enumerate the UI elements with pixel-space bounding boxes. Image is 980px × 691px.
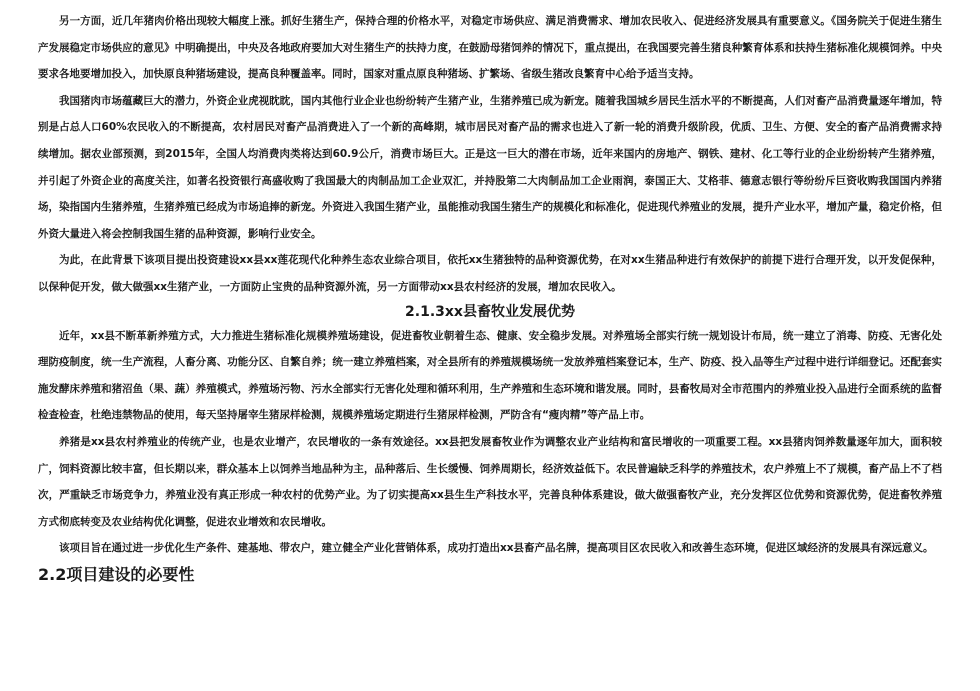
paragraph-pork-price: 另一方面，近几年猪肉价格出现较大幅度上涨。抓好生猪生产，保持合理的价格水平，对稳定市场供应、满足消费需求、增加农民收入、促进经济发展具有重要意义。《国务院关于促进生猪生产发展稳定市场供应的意见》中明确提出，中央及各地政府要加大对生猪生产的扶持力度，在鼓励母猪饲养的情况下，重点提出，在我国要完善生猪良种繁育体系和扶持生猪标准化规模饲养。中央要求各地要增加投入，加快原良种猪场建设，提高良种覆盖率。同时，国家对重点原良种猪场、扩繁场、省级生猪改良繁育中心给予适当支持。 [38, 15, 942, 81]
paragraph-traditional-industry: 养猪是xx县农村养殖业的传统产业，也是农业增产，农民增收的一条有效途径。xx县把发展畜牧业作为调整农业产业结构和富民增收的一项重要工程。xx县猪肉饲养数量逐年加大，面积较广，饲料资源比较丰富，但长期以来，群众基本上以饲养当地品种为主，品种落后、生长缓慢、饲养周期长，经济效益低下。农民普遍缺乏科学的养殖技术，农户养殖上不了规模，畜产品上不了档次，严重缺乏市场竞争力，养殖业没有真正形成一种农村的优势产业。为了切实提高xx县生生产科技水平，完善良种体系建设，做大做强畜牧产业，充分发挥区位优势和资源优势，促进畜牧养殖方式彻底转变及农业结构优化调整，促进农业增效和农民增收。 [38, 435, 942, 528]
paragraph-breeding-reform: 近年，xx县不断革新养殖方式，大力推进生猪标准化规模养殖场建设，促进畜牧业朝着生态、健康、安全稳步发展。对养殖场全部实行统一规划设计布局，统一建立了消毒、防疫、无害化处理防疫制度，统一生产流程，人畜分离、功能分区、自繁自养；统一建立养殖档案，对全县所有的养殖规模场统一发放养殖档案登记本，生产、防疫、投入品等生产过程中进行详细登记。还配套实施发酵床养殖和猪沼鱼（果、蔬）养殖模式，养殖场污物、污水全部实行无害化处理和循环利用，生产养殖和生态环境和谐发展。同时，县畜牧局对全市范围内的养殖业投入品进行全面系统的监督检查检查，杜绝违禁物品的使用，每天坚持屠宰生猪尿样检测，规模养殖场定期进行生猪尿样检测，严防含有“瘦肉精”等产品上市。 [38, 329, 942, 422]
section-heading-2-1-3: 2.1.3xx县畜牧业发展优势 [405, 303, 575, 320]
paragraph-market-potential: 我国猪肉市场蕴藏巨大的潜力，外资企业虎视眈眈，国内其他行业企业也纷纷转产生猪产业，生猪养殖已成为新宠。随着我国城乡居民生活水平的不断提高，人们对畜产品消费量逐年增加，特别是占总人口60%农民收入的不断提高，农村居民对畜产品消费进入了一个新的高峰期，城市居民对畜产品的需求也进入了新一轮的消费升级阶段，优质、卫生、方便、安全的畜产品消费需求持续增加。据农业部预测，到2015年，全国人均消费肉类将达到60.9公斤，消费市场巨大。正是这一巨大的潜在市场，近年来国内的房地产、钢铁、建材、化工等行业的企业纷纷转产生猪养殖，并引起了外资企业的高度关注，如著名投资银行高盛收购了我国最大的肉制品加工企业双汇，并持股第二大肉制品加工企业雨润，泰国正大、艾格菲、德意志银行等纷纷斥巨资收购我国国内养猪场，染指国内生猪养殖，生猪养殖已经成为市场追捧的新宠。外资进入我国生猪产业，虽能推动我国生猪生产的规模化和标准化，促进现代养殖业的发展，提升产业水平，增加产量，稳定价格，但外资大量进入将会控制我国生猪的品种资源，影响行业安全。 [38, 94, 942, 240]
paragraph-project-background: 为此，在此背景下该项目提出投资建设xx县xx莲花现代化种养生态农业综合项目，依托xx生猪独特的品种资源优势，在对xx生猪品种进行有效保护的前提下进行合理开发，以开发促保种，以保种促开发，做大做强xx生猪产业，一方面防止宝贵的品种资源外流，另一方面带动xx县农村经济的发展，增加农民收入。 [38, 254, 942, 293]
paragraph-project-goal: 该项目旨在通过进一步优化生产条件、建基地、带农户，建立健全产业化营销体系，成功打造出xx县畜产品名牌，提高项目区农民收入和改善生态环境，促进区域经济的发展具有深远意义。 [59, 542, 934, 555]
section-heading-2-2: 2.2项目建设的必要性 [38, 564, 195, 584]
